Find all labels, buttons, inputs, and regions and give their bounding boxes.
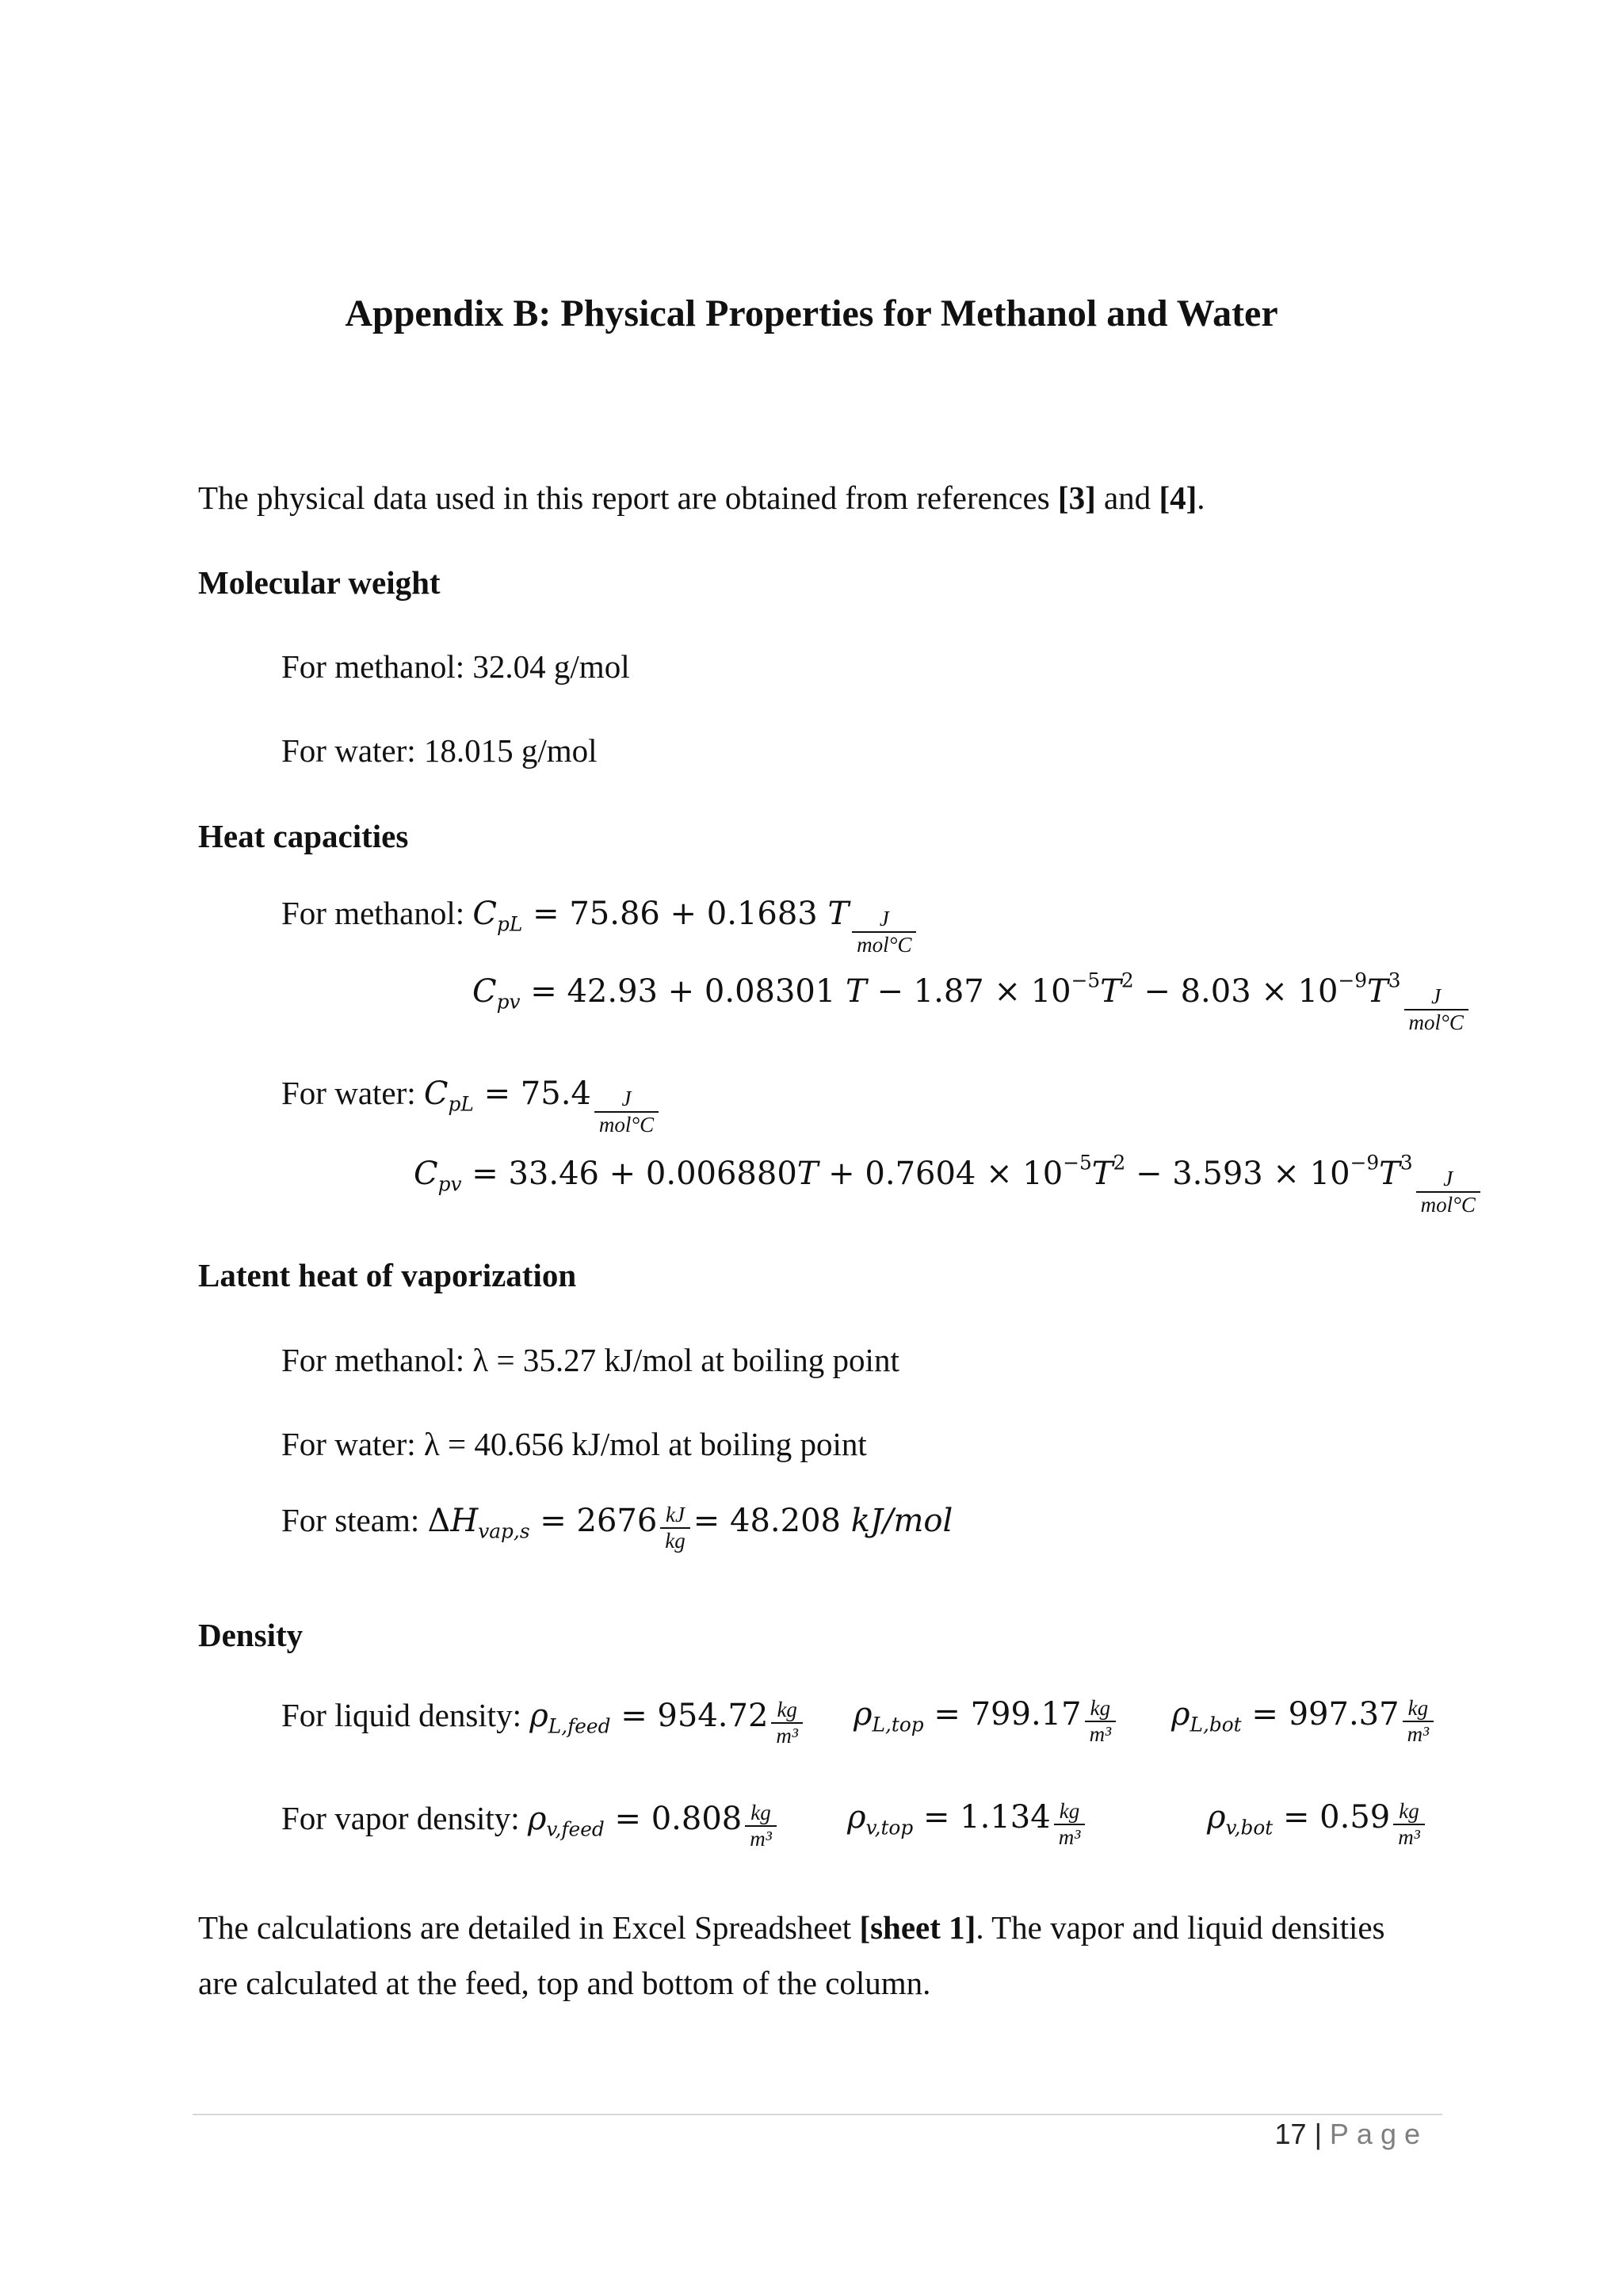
cp-methanol-vapor: $C_{pv} = 42.93 + 0.08301$ $T - 1.87 \times 10^{-5}T^2 - 8.03 \times 10^{-9}T^3$ $\frac{J}{\text{mol°C}}$	[472, 973, 1472, 1024]
density-liquid-top: $\rho_{L,top} = 799.17$ $\frac{kg}{\text{m³}}$	[854, 1696, 1119, 1747]
density-liquid-bot: $\rho_{L,bot} = 997.37$ $\frac{kg}{\text{m³}}$	[1171, 1696, 1437, 1747]
mw-water: For water: 18.015 g/mol	[281, 732, 598, 769]
page-word: Page	[1329, 2118, 1428, 2150]
unit-fraction: $\frac{kg}{\text{m³}}$	[1085, 1696, 1117, 1747]
cp-water-vapor: $C_{pv} = 33.46 + 0.006880T + 0.7604 \times 10^{-5}T^2 - 3.593 \times 10^{-9}T^3$ $\frac{J}{\text{mol°C}}$	[414, 1156, 1484, 1206]
latent-methanol: For methanol: λ = 35.27 kJ/mol at boiling point	[281, 1342, 899, 1378]
unit-fraction: $\frac{kJ}{kg}$	[660, 1503, 689, 1553]
unit-fraction: $\frac{kg}{\text{m³}}$	[745, 1801, 777, 1851]
density-vapor-bot: $\rho_{v,bot} = 0.59$ $\frac{kg}{\text{m³}}$	[1207, 1799, 1428, 1850]
latent-water: For water: λ = 40.656 kJ/mol at boiling point	[281, 1426, 867, 1462]
unit-fraction: $\frac{J}{\text{mol°C}}$	[1404, 984, 1468, 1035]
cp-methanol-liquid: For methanol: $C_{pL} = 75.86 + 0.1683$ T $\frac{J}{\text{mol°C}}$	[281, 894, 919, 946]
unit-fraction: $\frac{kg}{\text{m³}}$	[1054, 1799, 1086, 1850]
heading-density: Density	[198, 1617, 304, 1653]
page-footer	[1275, 2118, 1428, 2151]
unit-fraction: $\frac{J}{\text{mol°C}}$	[594, 1087, 659, 1137]
reference-4: [4]	[1159, 479, 1197, 516]
mw-methanol: For methanol: 32.04 g/mol	[281, 648, 630, 685]
density-vapor-top: $\rho_{v,top} = 1.134$ $\frac{kg}{\text{m³}}$	[847, 1799, 1088, 1850]
intro-paragraph: The physical data used in this report are obtained from references [3] and [4].	[198, 479, 1205, 516]
cp-water-liquid: For water: $C_{pL} = 75.4$ $\frac{J}{\text{mol°C}}$	[281, 1074, 662, 1126]
heading-molecular-weight: Molecular weight	[198, 564, 441, 601]
footer-divider	[193, 2114, 1442, 2115]
density-vapor-feed: For vapor density: $\rho_{v,feed} = 0.808$ $\frac{kg}{\text{m³}}$	[281, 1799, 780, 1851]
unit-fraction: $\frac{kg}{\text{m³}}$	[771, 1698, 803, 1748]
sheet-reference: [sheet 1]	[859, 1909, 976, 1946]
unit-fraction: $\frac{kg}{\text{m³}}$	[1393, 1799, 1425, 1850]
unit-fraction: $\frac{J}{\text{mol°C}}$	[852, 907, 916, 957]
page-number: 17	[1274, 2118, 1307, 2150]
footer-separator: |	[1314, 2118, 1322, 2150]
heading-latent-heat: Latent heat of vaporization	[198, 1257, 577, 1293]
unit-fraction: $\frac{kg}{\text{m³}}$	[1403, 1696, 1434, 1747]
heading-heat-capacities: Heat capacities	[198, 818, 409, 854]
unit-fraction: $\frac{J}{\text{mol°C}}$	[1416, 1167, 1480, 1217]
reference-3: [3]	[1057, 479, 1096, 516]
closing-line-1: The calculations are detailed in Excel Spreadsheet [sheet 1]. The vapor and liquid densities	[198, 1909, 1385, 1946]
density-liquid-feed: For liquid density: $\rho_{L,feed} = 954.72$ $\frac{kg}{\text{m³}}$	[281, 1696, 806, 1748]
page-title: Appendix B: Physical Properties for Methanol and Water	[345, 292, 1278, 334]
closing-line-2: are calculated at the feed, top and bottom of the column.	[198, 1965, 931, 2001]
latent-steam: For steam: $\Delta H_{vap,s} = 2676$ $\frac{kJ}{kg}$ = 48.208 kJ/mol	[281, 1502, 953, 1553]
